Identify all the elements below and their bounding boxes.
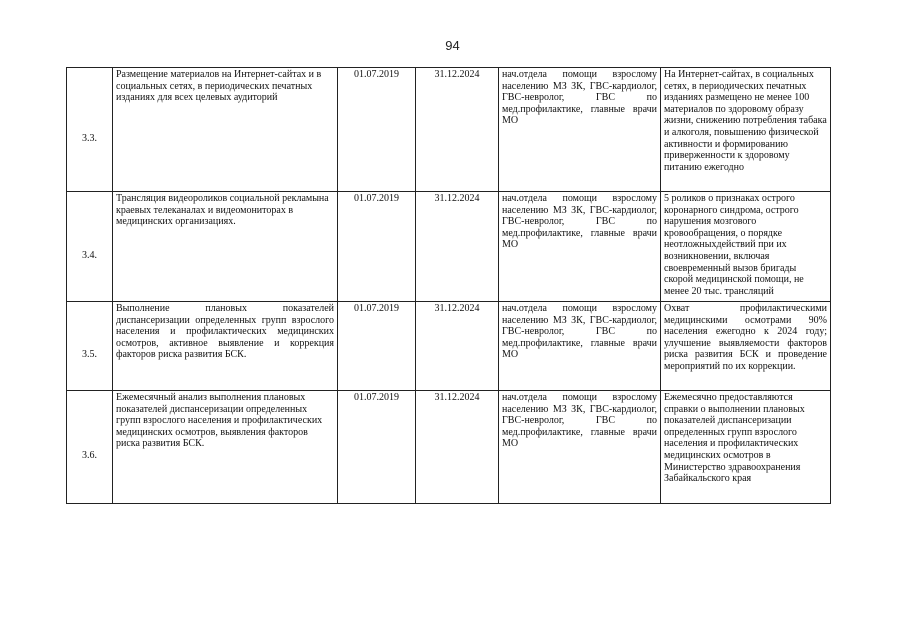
table-row	[67, 302, 831, 391]
event-cell: Размещение материалов на Интернет-сайтах и в социальных сетях, в периодических печатных изданиях для всех целевых аудиторий	[113, 68, 338, 192]
table-row	[67, 192, 831, 302]
event-cell: Трансляция видеороликов социальной рекламына краевых телеканалах и видеомониторах в медицинских организациях.	[113, 192, 338, 302]
page-number: 94	[445, 38, 460, 53]
start-date-cell: 01.07.2019	[338, 302, 416, 391]
table-row	[67, 391, 831, 504]
start-date-cell: 01.07.2019	[338, 192, 416, 302]
row-number-cell: 3.3.	[67, 68, 113, 192]
end-date-cell: 31.12.2024	[416, 391, 499, 504]
row-number-cell: 3.4.	[67, 192, 113, 302]
result-cell: Охват профилактическими медицинскими осмотрами 90% населения ежегодно к 2024 году; улучшение выявляемости факторов риска развития БСК и проведение мероприятий по их коррекции.	[661, 302, 831, 391]
row-number-cell: 3.5.	[67, 302, 113, 391]
responsible-cell: нач.отдела помощи взрослому населению МЗ ЗК, ГВС-кардиолог, ГВС-невролог, ГВС по мед.профилактике, главные врачи МО	[499, 302, 661, 391]
responsible-cell: нач.отдела помощи взрослому населению МЗ ЗК, ГВС-кардиолог, ГВС-невролог, ГВС по мед.профилактике, главные врачи МО	[499, 68, 661, 192]
end-date-cell: 31.12.2024	[416, 68, 499, 192]
plan-table	[66, 67, 831, 504]
result-cell: 5 роликов о признаках острого коронарного синдрома, острого нарушения мозгового кровообращения, о порядке неотложныхдействий при их возникновении, включая своевременный вызов бригады скорой медицинской помощи, не менее 20 тыс. трансляций	[661, 192, 831, 302]
start-date-cell: 01.07.2019	[338, 391, 416, 504]
result-cell: На Интернет-сайтах, в социальных сетях, в периодических печатных изданиях размещено не менее 100 материалов по здоровому образу жизни, снижению потребления табака и алкоголя, повышению физической активности и формированию приверженности к здоровому питанию ежегодно	[661, 68, 831, 192]
table-row	[67, 68, 831, 192]
end-date-cell: 31.12.2024	[416, 192, 499, 302]
start-date-cell: 01.07.2019	[338, 68, 416, 192]
event-cell: Ежемесячный анализ выполнения плановых показателей диспансеризации определенных групп взрослого населения и профилактических медицинских осмотров, выявления факторов риска развития БСК.	[113, 391, 338, 504]
responsible-cell: нач.отдела помощи взрослому населению МЗ ЗК, ГВС-кардиолог, ГВС-невролог, ГВС по мед.профилактике, главные врачи МО	[499, 192, 661, 302]
responsible-cell: нач.отдела помощи взрослому населению МЗ ЗК, ГВС-кардиолог, ГВС-невролог, ГВС по мед.профилактике, главные врачи МО	[499, 391, 661, 504]
end-date-cell: 31.12.2024	[416, 302, 499, 391]
result-cell: Ежемесячно предоставляются справки о выполнении плановых показателей диспансеризации определенных групп взрослого населения и профилактических медицинских осмотров в Министерство здравоохранения Забайкальского края	[661, 391, 831, 504]
row-number-cell: 3.6.	[67, 391, 113, 504]
event-cell: Выполнение плановых показателей диспансеризации определенных групп взрослого населения и профилактических медицинских осмотров, активное выявление и коррекция факторов риска развития БСК.	[113, 302, 338, 391]
